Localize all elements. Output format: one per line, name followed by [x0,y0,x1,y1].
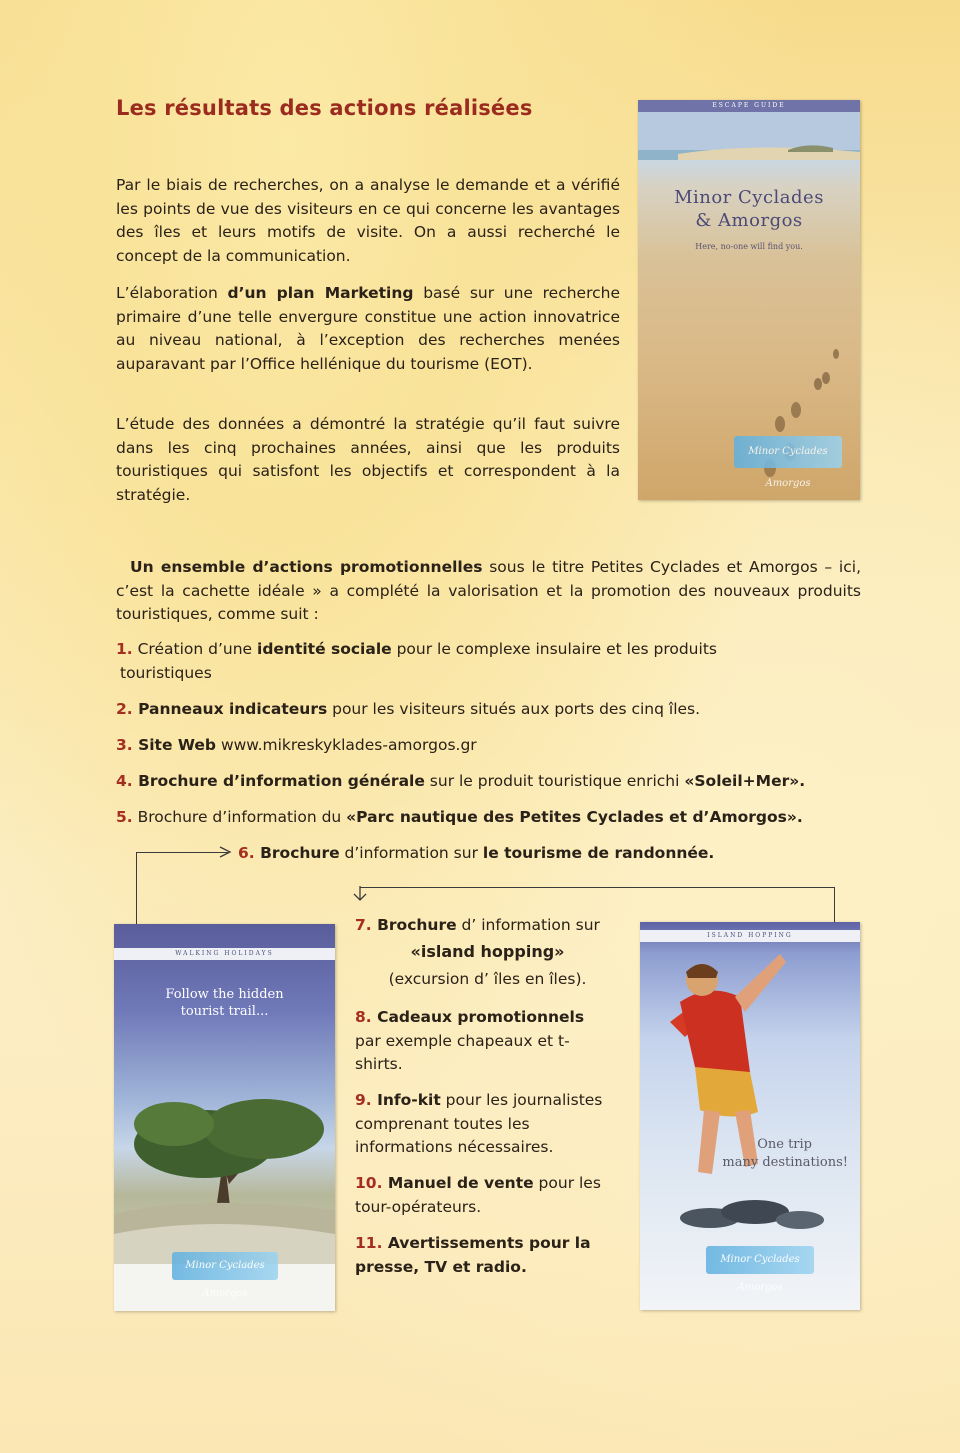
item8-number: 8. [355,1008,372,1026]
p2-bold: d’un plan Marketing [227,284,414,302]
cover2-tagline-line1: Follow the hidden [165,987,284,1002]
cover3-tagline-line1: One trip [757,1137,812,1152]
item6-bold2: le tourisme de randonnée. [482,844,715,862]
cover2-logo: Minor Cyclades Amorgos [172,1252,278,1280]
section-heading: Les résultats des actions réalisées [116,96,533,120]
cover1-band: ESCAPE GUIDE [638,100,860,112]
arrow-down-icon [353,886,367,902]
item2-bold: Panneaux indicateurs [132,700,328,718]
cover1-title-line2: & Amorgos [695,210,803,231]
item7-rest2: (excursion d’ îles en îles). [388,969,587,988]
beach-horizon-graphic [638,112,860,172]
intro-paragraph-2 [116,282,620,376]
item4-bold: Brochure d’information générale [132,772,425,790]
item2-number: 2. [116,700,133,718]
item6-bold: Brochure [254,844,340,862]
item7-bold2: «island hopping» [410,941,565,961]
actions-intro [116,556,861,627]
item10-bold: Manuel de vente [382,1174,534,1192]
item7-bold: Brochure [371,916,457,934]
action-item-5 [116,806,803,830]
action-item-4 [116,770,805,794]
item9-number: 9. [355,1091,372,1109]
item5-bold: «Parc nautique des Petites Cyclades et d’Amorgos». [346,808,803,826]
action-item-8 [355,1006,595,1077]
action-item-6 [238,842,714,866]
action-item-3 [116,734,477,758]
action-item-1 [116,638,766,685]
item3-number: 3. [116,736,133,754]
item6-rest: d’information sur [339,844,483,862]
intro-paragraph-3: L’étude des données a démontré la stratégie qu’il faut suivre dans les cinq prochaines années, ainsi que les produits touristiques qui satisfont les objectifs et correspondent à la stratégie. [116,415,620,504]
item5-text-a: Brochure d’information du [132,808,347,826]
item11-bold: Avertissements pour la presse, TV et radio. [355,1234,591,1276]
cover1-title-line1: Minor Cyclades [674,187,824,208]
item10-number: 10. [355,1174,383,1192]
connector-line-6-horizontal [136,852,228,853]
item7-rest: d’ information sur [456,916,600,934]
cover-minor-cyclades [638,100,860,500]
item9-bold: Info-kit [371,1091,441,1109]
p2-text-a: L’élaboration [116,284,228,302]
item3-rest: www.mikreskyklades-amorgos.gr [216,736,477,754]
item11-number: 11. [355,1234,383,1252]
arrow-right-icon [218,846,232,858]
cover2-tagline-line2: tourist trail... [180,1004,269,1019]
action-item-7 [355,914,620,992]
action-item-11 [355,1232,620,1279]
item6-number: 6. [238,844,255,862]
intro-paragraph-1: Par le biais de recherches, on a analyse le demande et a vérifié les points de vue des visiteurs en ce qui concerne les avantages des îles et leurs motifs de visite. On a aussi recherché le concept de la communication. [116,176,620,265]
p2-text-b: basé sur une recherche primaire d’une telle envergure constitue une action innovatrice au niveau national, à l’exception des recherches menées auparavant par l’Office hellénique du tourisme (EOT). [116,284,620,373]
connector-line-7-horizontal [360,887,834,888]
action-item-10 [355,1172,620,1219]
item1-bold: identité sociale [257,640,392,658]
item4-number: 4. [116,772,133,790]
cover3-logo: Minor Cyclades Amorgos [706,1246,814,1274]
item1-text-b: pour le complexe insulaire et les produits [391,640,717,658]
item9-rest: pour les journalistes comprenant toutes les informations nécessaires. [355,1091,603,1156]
cover-island-hopping [640,922,860,1310]
cover-walking-holidays [114,924,335,1311]
item5-number: 5. [116,808,133,826]
item7-number: 7. [355,916,372,934]
item8-bold: Cadeaux promotionnels [371,1008,585,1026]
item4-rest: sur le produit touristique enrichi [424,772,685,790]
item10-rest: pour les tour-opérateurs. [355,1174,601,1216]
cover1-logo: Minor Cyclades Amorgos [734,436,842,468]
item1-text-c: touristiques [120,663,212,682]
action-item-9 [355,1089,620,1160]
actions-intro-rest: sous le titre Petites Cyclades et Amorgos – ici, c’est la cachette idéale » a complété la valorisation et la promotion des nouveaux produits touristiques, comme suit : [116,558,861,623]
item3-bold: Site Web [132,736,217,754]
cover3-tagline-line2: many destinations! [722,1155,848,1170]
item2-rest: pour les visiteurs situés aux ports des cinq îles. [327,700,701,718]
cover3-band: ISLAND HOPPING [640,930,860,942]
cover1-tagline: Here, no-one will find you. [695,242,803,251]
cover2-band: WALKING HOLIDAYS [114,948,335,960]
item1-text-a: Création d’une [132,640,257,658]
action-item-2 [116,698,700,722]
actions-intro-bold: Un ensemble d’actions promotionnelles [130,558,483,576]
item4-bold2: «Soleil+Mer». [684,772,806,790]
item1-number: 1. [116,640,133,658]
item8-rest: par exemple chapeaux et t-shirts. [355,1031,570,1073]
